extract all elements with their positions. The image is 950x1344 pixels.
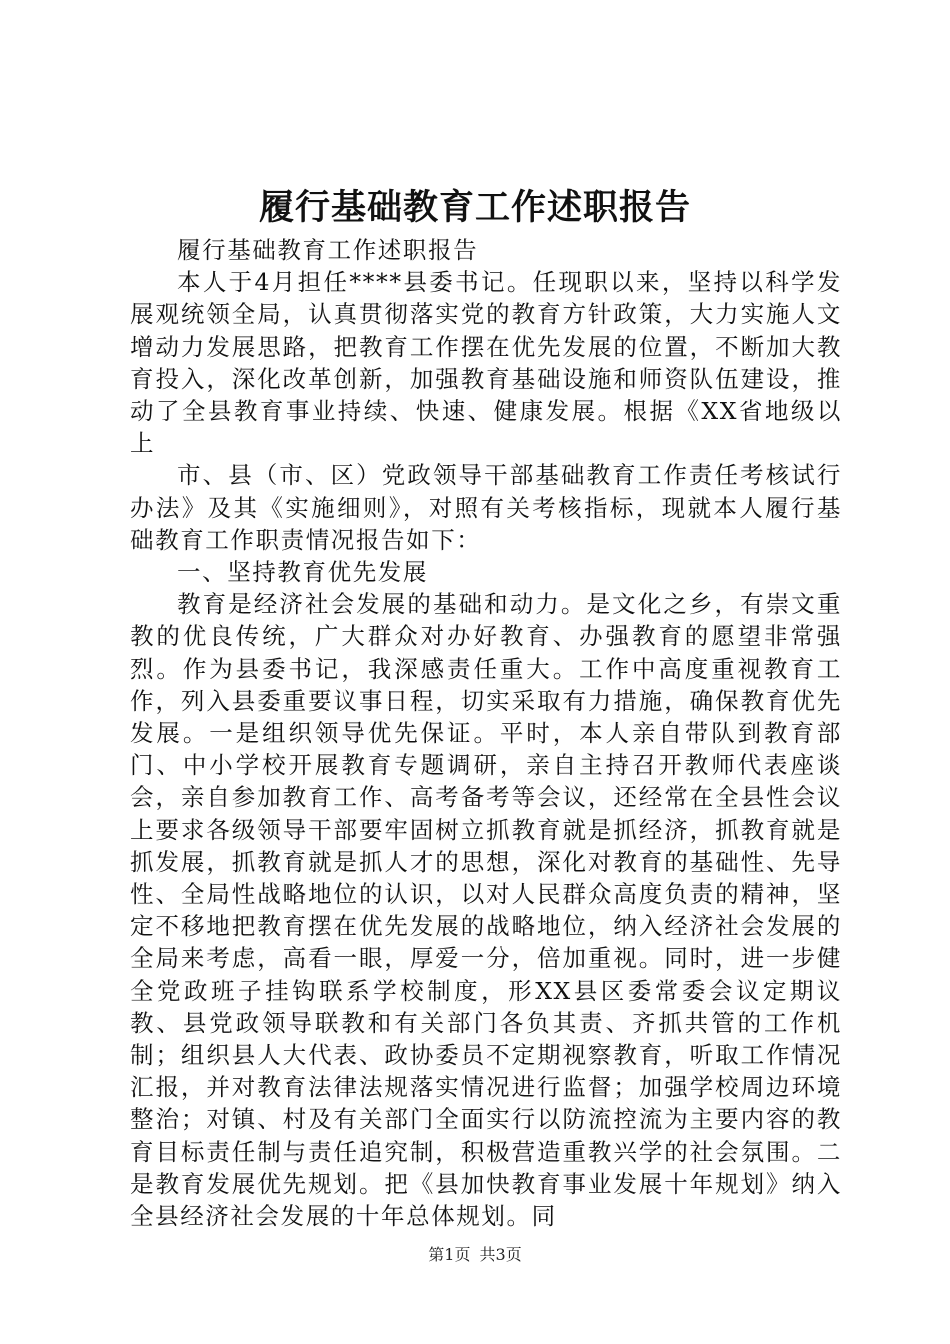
paragraph-basis: 市、县（市、区）党政领导干部基础教育工作责任考核试行办法》及其《实施细则》，对照有关考核指标，现就本人履行基础教育工作职责情况报告如下： (130, 461, 842, 554)
paragraph-subtitle: 履行基础教育工作述职报告 (177, 236, 479, 264)
page-total: 共3页 (479, 1245, 522, 1264)
paragraph-section-one: 教育是经济社会发展的基础和动力。是文化之乡，有崇文重教的优良传统，广大群众对办好教育、办强教育的愿望非常强烈。作为县委书记，我深感责任重大。工作中高度重视教育工作，列入县委重要议事日程，切实采取有力措施，确保教育优先发展。一是组织领导优先保证。平时，本人亲自带队到教育部门、中小学校开展教育专题调研，亲自主持召开教师代表座谈会，亲自参加教育工作、高考备考等会议，还经常在全县性会议上要求各级领导干部要牢固树立抓教育就是抓经济，抓教育就是抓发展，抓教育就是抓人才的思想，深化对教育的基础性、先导性、全局性战略地位的认识，以对人民群众高度负责的精神，坚定不移地把教育摆在优先发展的战略地位，纳入经济社会发展的全局来考虑，高看一眼，厚爱一分，倍加重视。同时，进一步健全党政班子挂钩联系学校制度，形XX县区委常委会议定期议教、县党政领导联教和有关部门各负其责、齐抓共管的工作机制；组织县人大代表、政协委员不定期视察教育，听取工作情况汇报，并对教育法律法规落实情况进行监督；加强学校周边环境整治；对镇、村及有关部门全面实行以防流控流为主要内容的教育目标责任制与责任追究制，积极营造重教兴学的社会氛围。二是教育发展优先规划。把《县加快教育事业发展十年规划》纳入全县经济社会发展的十年总体规划。同 (130, 590, 842, 1231)
section-heading: 一、坚持教育优先发展 (177, 558, 428, 587)
page-footer (0, 1244, 950, 1266)
page-number: 第1页 (428, 1245, 471, 1264)
document-title: 履行基础教育工作述职报告 (258, 187, 691, 228)
document-body (130, 234, 842, 1232)
paragraph-intro: 本人于4月担任****县委书记。任现职以来，坚持以科学发展观统领全局，认真贯彻落实党的教育方针政策，大力实施人文增动力发展思路，把教育工作摆在优先发展的位置，不断加大教育投入，深化改革创新，加强教育基础设施和师资队伍建设，推动了全县教育事业持续、快速、健康发展。根据《XX省地级以上 (130, 268, 842, 458)
